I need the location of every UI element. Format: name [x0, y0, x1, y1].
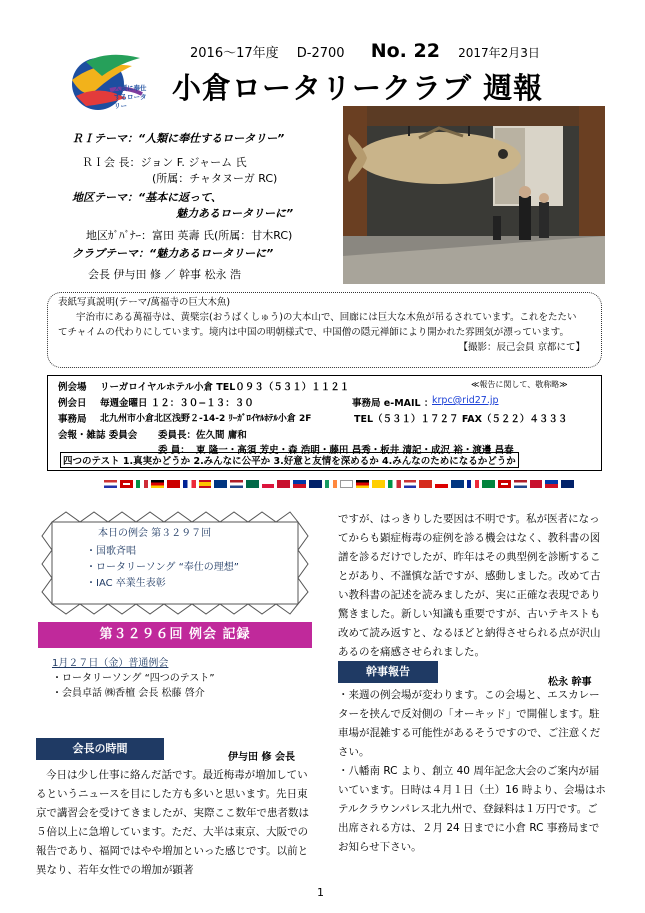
meeting-record-date: 1月２７日（金）普通例会: [52, 658, 169, 669]
four-way-test: 四つのテスト 1.真実かどうか 2.みんなに公平か 3.好意と友情を深めるか 4.みんなのためになるかどうか: [60, 452, 519, 468]
president-time-heading: 会長の時間: [36, 738, 164, 760]
office-phone: TEL（５３１）１７２７ FAX（５２２）４３３３: [354, 414, 568, 425]
venue-label: 例会場: [58, 382, 87, 393]
secretary-report-item-2: ・八幡南 RC より、創立 40 周年記念大会のご案内が届いています。日時は４月１日（土）16 時より、会場はホテルクラウンパレス北九州で、登録料は１万円です。ご出席される方は、２月 24 日までに小倉 RC 事務局までお知らせ下さい。: [338, 765, 606, 853]
report-note: ≪報告に関して、敬称略≫: [471, 380, 568, 389]
caption-body-1: 宇治市にある萬福寺は、黄檗宗(おうばくしゅう)の大本山で、回廊には巨大な木魚が吊るされています。これをたたい: [76, 312, 577, 323]
fiscal-year: 2016～17年度: [190, 46, 279, 61]
venue: リーガロイヤルホテル小倉 TEL０９３（５３１）１１２１: [100, 382, 350, 393]
page-number: 1: [317, 886, 324, 899]
today-item-1: ・国歌斉唱: [86, 546, 136, 557]
secretary-name: 松永 幹事: [548, 677, 592, 688]
meeting-record-details: [52, 656, 215, 701]
committee-chair: 委員長：佐久間 庸和: [158, 430, 247, 441]
rotary-logo: [62, 40, 150, 126]
today-meeting-box: [38, 508, 312, 618]
issue-number: No. 22: [370, 40, 440, 62]
club-officers: 会長 伊与田 修 ／ 幹事 松永 浩: [88, 268, 241, 281]
today-item-3: ・IAC 卒業生表彰: [86, 578, 166, 589]
district-theme: 地区テーマ：“基本に返って、: [72, 191, 222, 204]
cover-photo-giant-wooden-fish: [343, 106, 605, 284]
cover-photo-caption: [47, 292, 602, 368]
ri-president-club: (所属：チャタヌーガ RC): [152, 172, 278, 185]
flag-strip: [104, 480, 574, 490]
caption-credit: 【撮影：辰己会員 京都にて】: [458, 342, 585, 353]
president-name: 伊与田 修 会長: [228, 752, 295, 763]
meeting-record-heading: 第３２９６回 例会 記録: [38, 622, 312, 648]
issue-line: [190, 40, 540, 62]
district-governor: 地区ｶﾞﾊﾞﾅｰ：富田 英壽 氏(所属：甘木RC): [86, 229, 293, 242]
members-label: 委 員：: [158, 445, 190, 456]
office-label: 事務局: [58, 414, 87, 425]
meeting-record-item-1: ・ロータリーソング “四つのテスト”: [52, 673, 215, 684]
president-time-continued: ですが、はっきりした要因は不明です。私が医者になってからも顕症梅毒の症例を診る機会はなく、教科書の図譜を診るだけでしたが、昨年はその典型例を診断することがあり、不謹慎な話ですが、感動しました。改めて古い教科書の記述を読みましたが、実に正確な表現であり驚きました。新しい知識も重要ですが、古いテキストも改めて読み返すと、なるほどと納得させられる点が沢山あるのを痛感させられました。: [338, 513, 601, 658]
meeting-day-label: 例会日: [58, 398, 87, 409]
caption-body-2: てチャイムの代わりにしています。境内は中国の明朝様式で、中国僧の隠元禅師により開かれた雰囲気が漂っています。: [58, 327, 570, 338]
office-address: 北九州市小倉北区浅野２-14-2 ﾘｰｶﾞﾛｲﾔﾙﾎﾃﾙ小倉 2F: [100, 414, 312, 424]
meeting-record-item-2: ・会員卓話 ㈱香檀 会長 松藤 啓介: [52, 688, 205, 699]
issue-date: 2017年2月3日: [458, 46, 540, 60]
secretary-report-item-1: ・来週の例会場が変わります。この会場と、エスカレーターを挟んで反対側の「オーキッド」で開催します。駐車場が混雑する可能性があるそうですので、ご注意ください。: [338, 689, 601, 758]
club-theme: クラブテーマ：“魅力あるロータリーに”: [72, 247, 274, 260]
ri-president: ＲＩ会 長：ジョン F. ジャーム 氏: [82, 156, 247, 169]
today-item-2: ・ロータリーソング “奉仕の理想”: [86, 562, 239, 573]
committee-members: 東 隆一・高須 芳史・森 浩明・藤田 昌秀・板井 清記・成沢 裕・渡邊 昌春: [196, 445, 514, 456]
president-time-body: 今日は少し仕事に絡んだ話です。最近梅毒が増加しているというニュースを目にした方も多いと思います。先日東京で講習会を受けてきましたが、実際ここ数年で患者数は５倍以上に急増しています。ただ、大半は東京、大阪での報告であり、福岡ではやや増加といった感じです。以前と異なり、若年女性での増加が顕著: [36, 769, 309, 876]
secretary-report-heading: 幹事報告: [338, 661, 438, 683]
logo-text: 人類に奉仕するロータリー: [114, 84, 147, 110]
meeting-day: 毎週金曜日 １２：３０−１３：３０: [100, 398, 254, 409]
district: D-2700: [296, 46, 345, 61]
caption-title: 表紙写真説明(テーマ/萬福寺の巨大木魚): [58, 297, 231, 308]
email-link[interactable]: krpc@rid27.jp: [432, 395, 499, 406]
email-label: 事務局 e-MAIL ：: [352, 398, 434, 409]
district-theme-2: 魅力あるロータリーに”: [176, 207, 294, 220]
ri-theme: ＲＩテーマ：“人類に奉仕するロータリー”: [72, 132, 285, 145]
today-meeting-title: 本日の例会 第３２９７回: [98, 528, 212, 539]
committee-label: 会報・雑誌 委員会: [58, 430, 138, 441]
club-title: 小倉ロータリークラブ 週報: [172, 71, 544, 105]
